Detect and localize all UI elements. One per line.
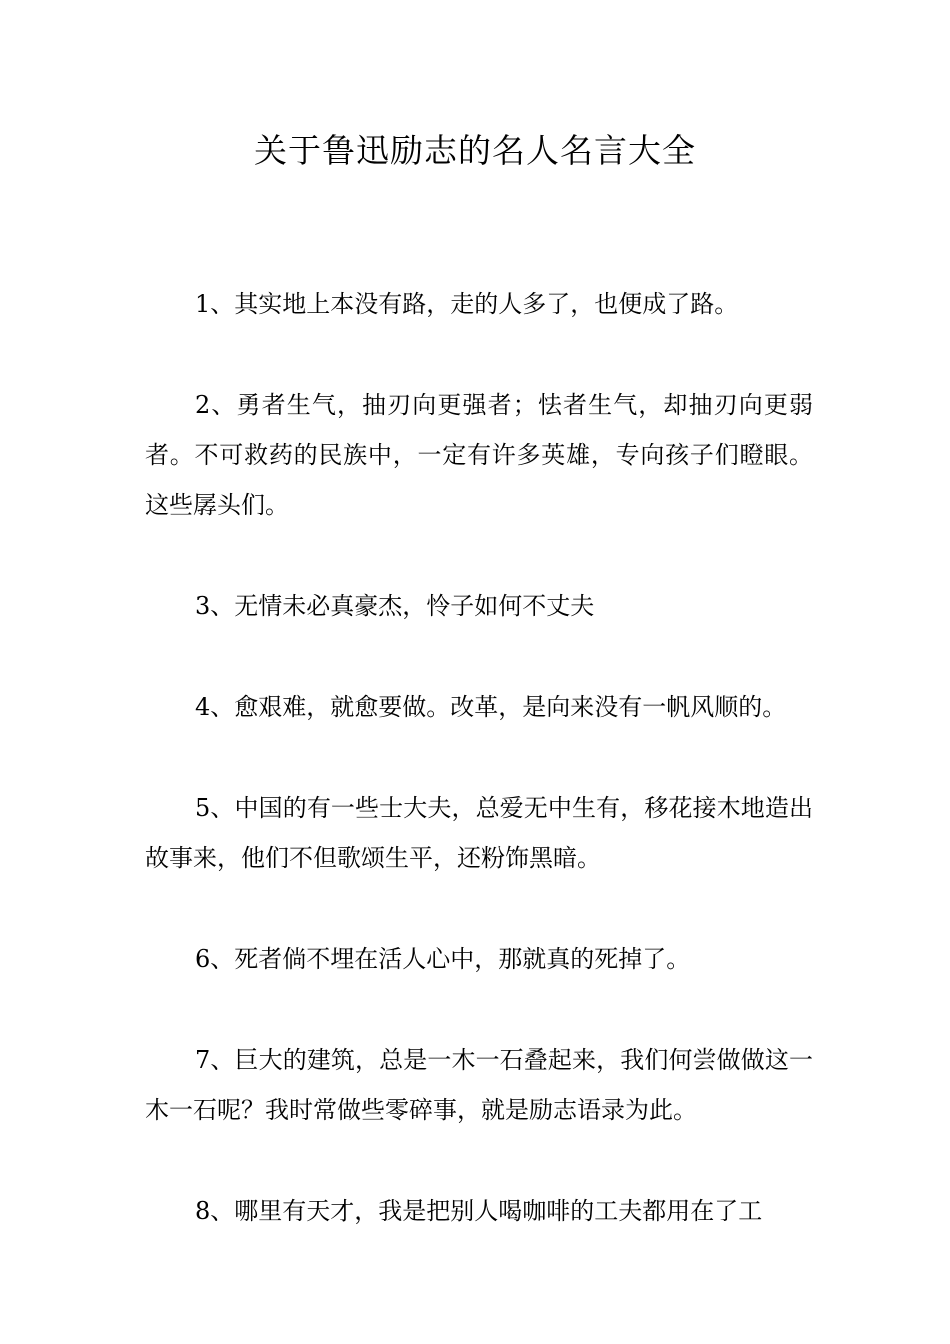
document-title: 关于鲁迅励志的名人名言大全 [254, 131, 696, 170]
quote-item-7: 7、巨大的建筑，总是一木一石叠起来，我们何尝做做这一木一石呢？我时常做些零碎事，就是励志语录为此。 [145, 1046, 813, 1124]
quote-item-8: 8、哪里有天才，我是把别人喝咖啡的工夫都用在了工 [195, 1197, 763, 1225]
quote-item-2: 2、勇者生气，抽刃向更强者；怯者生气，却抽刃向更弱者。不可救药的民族中，一定有许多英雄，专向孩子们瞪眼。这些孱头们。 [145, 391, 813, 519]
quote-list [145, 279, 813, 1287]
quote-item-1: 1、其实地上本没有路，走的人多了，也便成了路。 [195, 290, 739, 318]
quote-item-3: 3、无情未必真豪杰，怜子如何不丈夫 [195, 592, 595, 620]
quote-item-4: 4、愈艰难，就愈要做。改革，是向来没有一帆风顺的。 [195, 693, 787, 721]
quote-item-6: 6、死者倘不埋在活人心中，那就真的死掉了。 [195, 945, 691, 973]
quote-item-5: 5、中国的有一些士大夫，总爱无中生有，移花接木地造出故事来，他们不但歌颂生平，还粉饰黑暗。 [145, 794, 813, 872]
